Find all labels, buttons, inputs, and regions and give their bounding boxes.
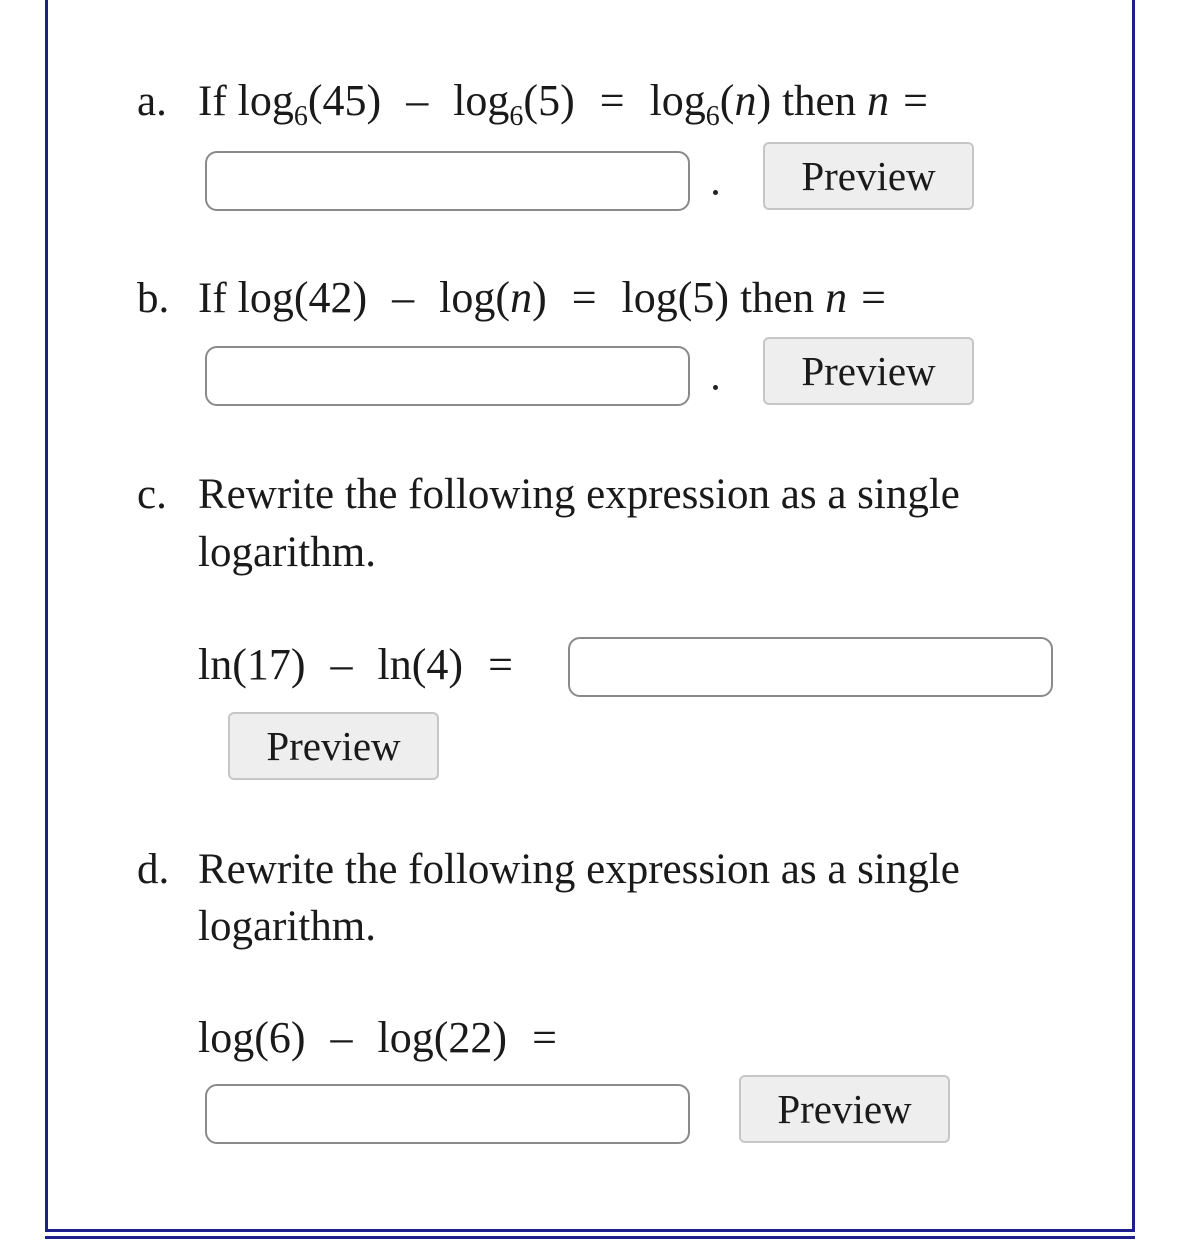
part-d-expr1: log(6) — [198, 1013, 306, 1062]
part-b-expr1: log(42) — [237, 273, 368, 322]
part-c-preview-button[interactable]: Preview — [228, 712, 439, 780]
part-a-base2: 6 — [509, 101, 524, 132]
part-a-base1: 6 — [293, 101, 308, 132]
part-c-expression — [198, 640, 513, 689]
part-c-instruction-line2: logarithm. — [198, 529, 376, 576]
part-a-arg3-close: ) — [756, 76, 772, 125]
part-b-log-n-open: log( — [439, 273, 511, 322]
part-a-base3: 6 — [705, 101, 720, 132]
part-b-minus: – — [392, 273, 415, 322]
part-b-equals: = — [571, 273, 597, 322]
part-d-label: d. — [137, 846, 170, 893]
part-b-label: b. — [137, 275, 170, 322]
part-a-log2: log — [453, 76, 510, 125]
frame-bottom-border — [45, 1236, 1135, 1239]
part-a-equals: = — [599, 76, 625, 125]
part-b-expr2: log(5) — [621, 273, 730, 322]
part-a-period — [713, 190, 718, 195]
part-b-var-n: n — [510, 273, 533, 322]
part-d-expression — [198, 1013, 557, 1062]
part-d-instruction-line2: logarithm. — [198, 903, 376, 950]
part-a-answer-input[interactable] — [205, 151, 690, 211]
part-b-then: then — [740, 275, 815, 322]
part-b-period — [713, 385, 718, 390]
part-d-preview-button[interactable]: Preview — [739, 1075, 950, 1143]
part-d-minus: – — [330, 1013, 353, 1062]
part-c-expr1: ln(17) — [198, 640, 306, 689]
part-b-log-n-close: ) — [532, 273, 547, 322]
part-a-then: then — [782, 78, 857, 125]
part-b-answer-input[interactable] — [205, 346, 690, 406]
part-a-arg3-open: ( — [719, 76, 735, 125]
part-c-answer-input[interactable] — [568, 637, 1053, 697]
part-c-label: c. — [137, 471, 167, 518]
part-c-minus: – — [330, 640, 353, 689]
part-a-label: a. — [137, 78, 167, 125]
part-a-if: If — [198, 78, 227, 125]
part-d-equals: = — [532, 1013, 557, 1062]
part-b-if: If — [198, 275, 227, 322]
part-c-instruction-line1: Rewrite the following expression as a single — [198, 471, 960, 518]
part-a-arg1: (45) — [307, 76, 382, 125]
part-b-equals2: = — [861, 273, 886, 322]
part-a-log3: log — [649, 76, 706, 125]
part-a-log1: log — [237, 76, 294, 125]
part-d-expr2: log(22) — [377, 1013, 508, 1062]
part-a-var-n2: n — [867, 76, 890, 125]
part-a-equation — [198, 76, 928, 132]
part-b-preview-button[interactable]: Preview — [763, 337, 974, 405]
part-b-var-n2: n — [825, 273, 848, 322]
part-b-equation — [198, 273, 886, 322]
part-a-equals2: = — [903, 76, 928, 125]
part-d-instruction-line1: Rewrite the following expression as a single — [198, 846, 960, 893]
part-c-equals: = — [488, 640, 513, 689]
part-a-preview-button[interactable]: Preview — [763, 142, 974, 210]
part-d-answer-input[interactable] — [205, 1084, 690, 1144]
part-c-expr2: ln(4) — [377, 640, 464, 689]
part-a-var-n: n — [734, 76, 757, 125]
part-a-minus: – — [406, 76, 429, 125]
part-a-arg2: (5) — [523, 76, 575, 125]
